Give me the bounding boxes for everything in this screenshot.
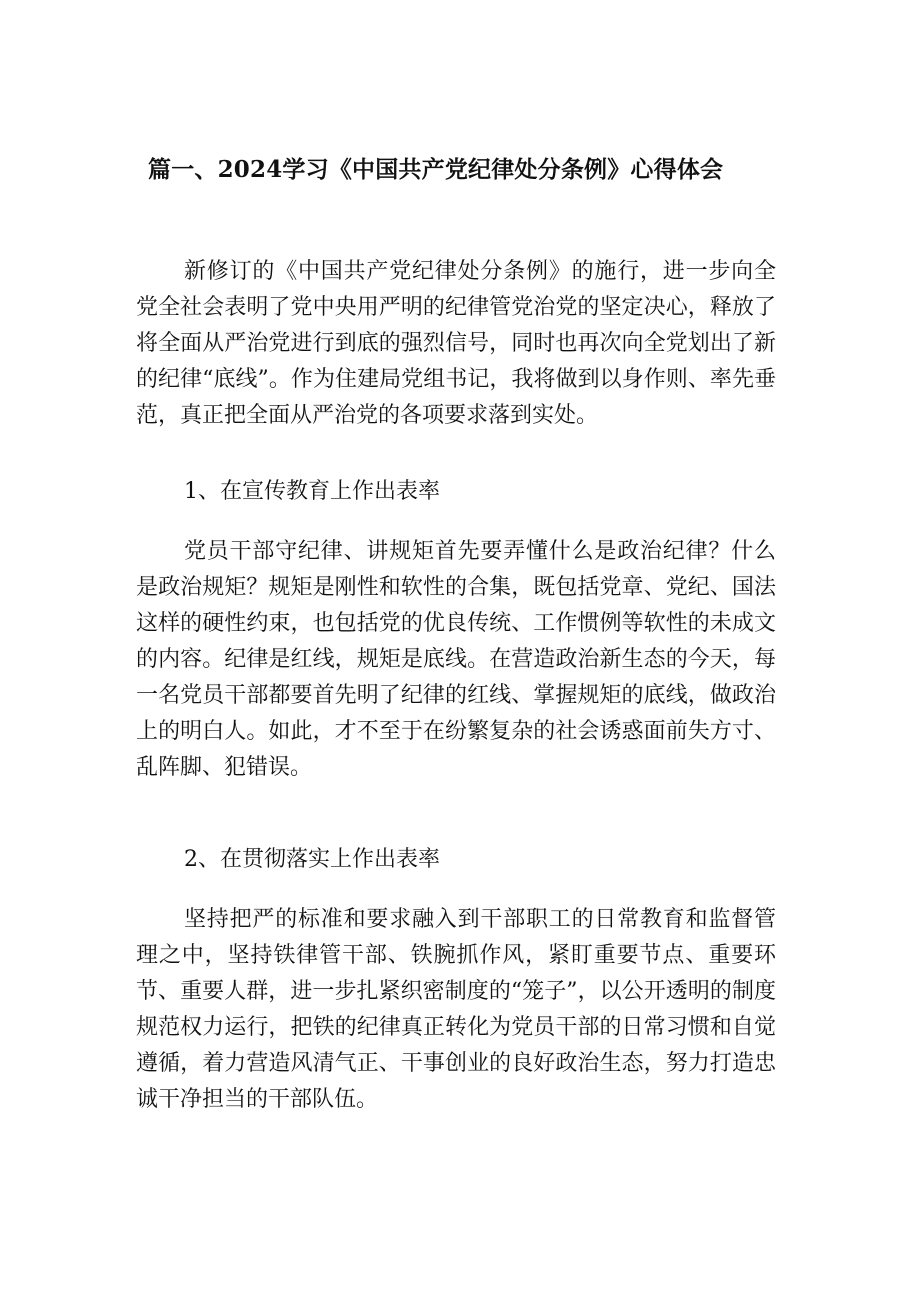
document-title: 篇一、2024学习《中国共产党纪律处分条例》心得体会 [148,156,724,183]
paragraph-section-2: 坚持把严的标准和要求融入到干部职工的日常教育和监督管理之中，坚持铁律管干部、铁腕抓作风，紧盯重要节点、重要环节、重要人群，进一步扎紧织密制度的“笼子”，以公开透明的制度规范权力运行，把铁的纪律真正转化为党员干部的日常习惯和自觉遵循，着力营造风清气正、干事创业的良好政治生态，努力打造忠诚干净担当的干部队伍。 [136,907,776,1112]
paragraph-intro: 新修订的《中国共产党纪律处分条例》的施行，进一步向全党全社会表明了党中央用严明的纪律管党治党的坚定决心，释放了将全面从严治党进行到底的强烈信号，同时也再次向全党划出了新的纪律“底线”。作为住建局党组书记，我将做到以身作则、率先垂范，真正把全面从严治党的各项要求落到实处。 [136,259,776,428]
section-heading-1: 1、在宣传教育上作出表率 [184,479,440,504]
section-heading-2: 2、在贯彻落实上作出表率 [184,847,440,872]
paragraph-section-1: 党员干部守纪律、讲规矩首先要弄懂什么是政治纪律？什么是政治规矩？规矩是刚性和软性的合集，既包括党章、党纪、国法这样的硬性约束，也包括党的优良传统、工作惯例等软性的未成文的内容。纪律是红线，规矩是底线。在营造政治新生态的今天，每一名党员干部都要首先明了纪律的红线、掌握规矩的底线，做政治上的明白人。如此，才不至于在纷繁复杂的社会诱惑面前失方寸、乱阵脚、犯错误。 [136,539,776,780]
